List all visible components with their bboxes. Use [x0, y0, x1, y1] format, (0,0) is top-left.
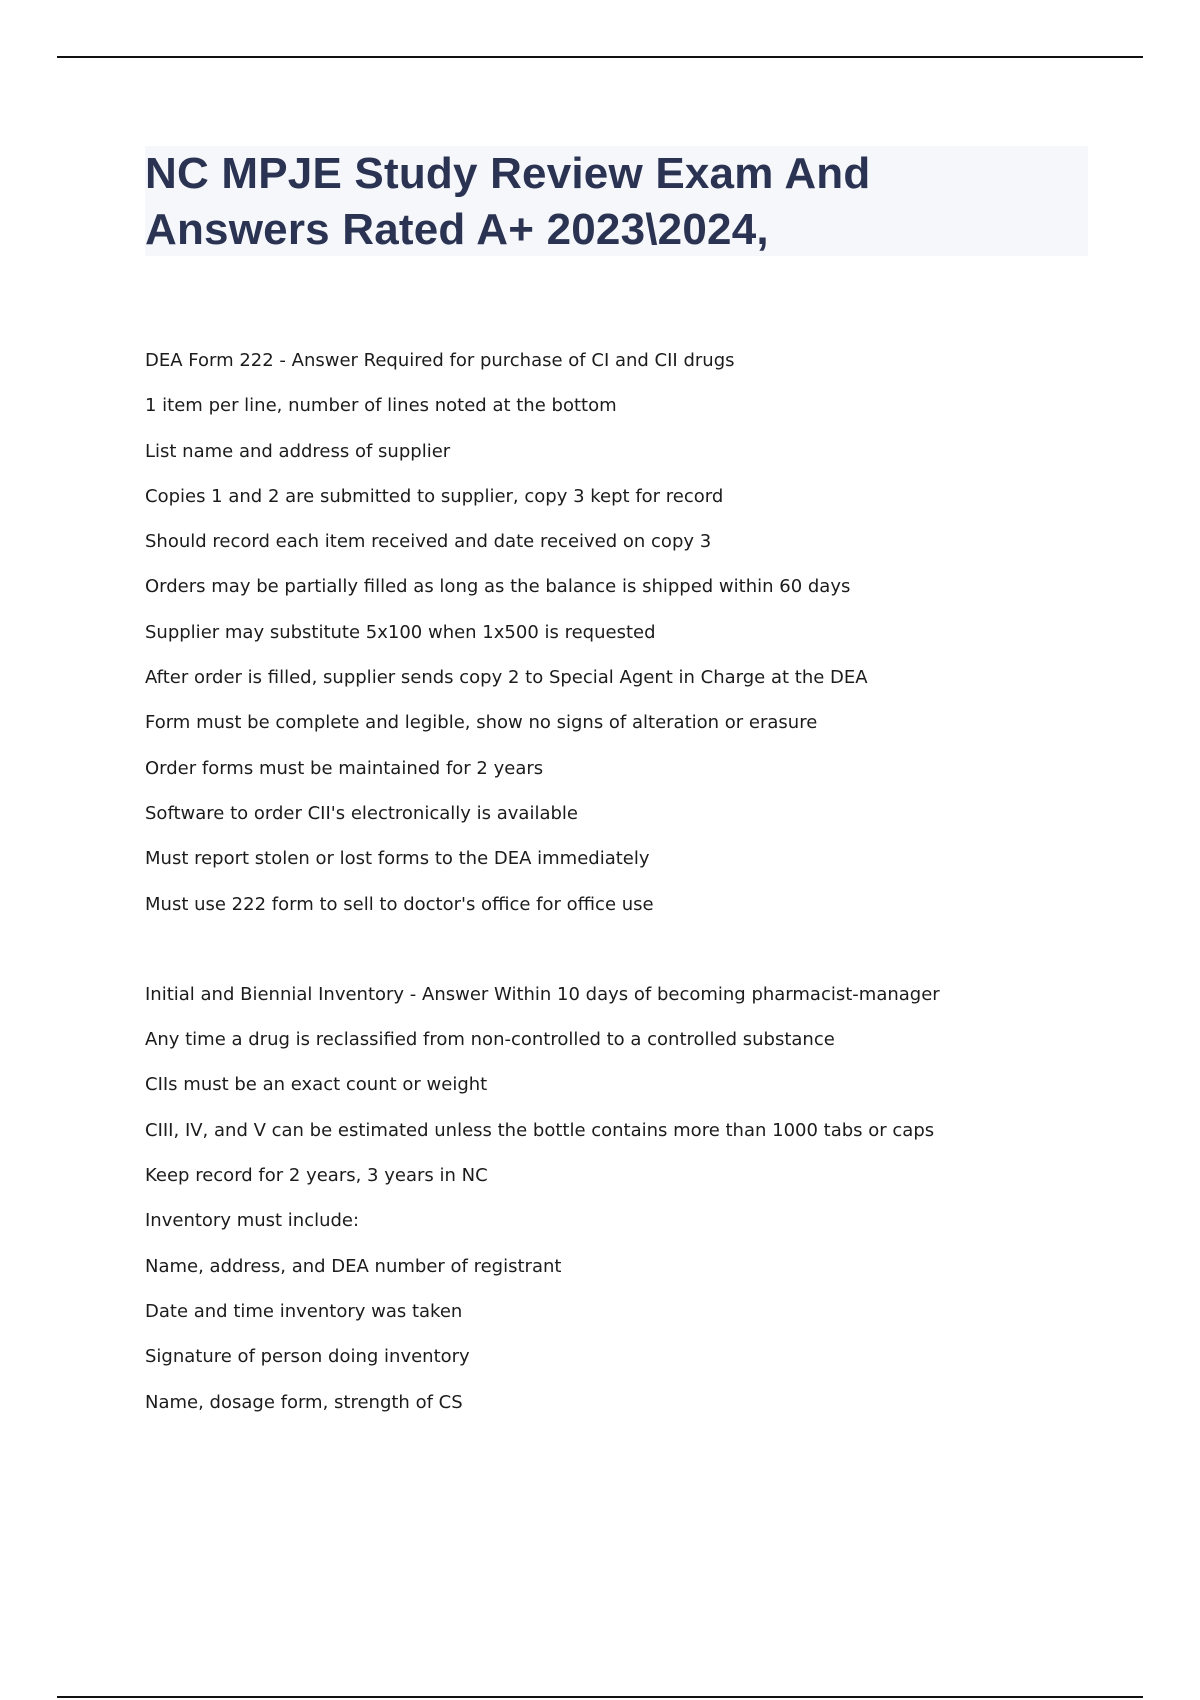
text-line: Form must be complete and legible, show no signs of alteration or erasure: [145, 712, 818, 734]
text-line: Copies 1 and 2 are submitted to supplier, copy 3 kept for record: [145, 485, 724, 507]
text-line: CIII, IV, and V can be estimated unless the bottle contains more than 1000 tabs or caps: [145, 1119, 935, 1141]
text-line: Must use 222 form to sell to doctor's office for office use: [145, 893, 654, 915]
text-line: Must report stolen or lost forms to the DEA immediately: [145, 848, 650, 870]
text-line: Initial and Biennial Inventory - Answer Within 10 days of becoming pharmacist-manager: [145, 983, 940, 1005]
bottom-rule: [57, 1696, 1143, 1698]
title-line-2: Answers Rated A+ 2023\2024,: [145, 205, 769, 254]
text-line: Keep record for 2 years, 3 years in NC: [145, 1165, 488, 1187]
document-title: [145, 146, 1088, 258]
text-line: Name, address, and DEA number of registrant: [145, 1255, 562, 1277]
text-line: Date and time inventory was taken: [145, 1300, 463, 1322]
top-rule: [57, 56, 1143, 58]
text-line: Signature of person doing inventory: [145, 1346, 470, 1368]
text-line: Inventory must include:: [145, 1210, 360, 1232]
text-line: Software to order CII's electronically is available: [145, 802, 578, 824]
text-line: 1 item per line, number of lines noted at the bottom: [145, 395, 617, 417]
section-initial-biennial-inventory: [145, 980, 1105, 1433]
text-line: Should record each item received and date received on copy 3: [145, 531, 712, 553]
document-body: [145, 346, 1105, 1433]
text-line: DEA Form 222 - Answer Required for purchase of CI and CII drugs: [145, 350, 735, 371]
text-line: CIIs must be an exact count or weight: [145, 1074, 488, 1096]
section-dea-form-222: [145, 346, 1105, 935]
section-spacer: [145, 935, 1105, 980]
title-line-1: NC MPJE Study Review Exam And: [145, 149, 871, 198]
text-line: Order forms must be maintained for 2 years: [145, 757, 544, 779]
text-line: List name and address of supplier: [145, 440, 451, 462]
text-line: Any time a drug is reclassified from non-controlled to a controlled substance: [145, 1029, 835, 1051]
text-line: Orders may be partially filled as long as the balance is shipped within 60 days: [145, 576, 851, 598]
text-line: After order is filled, supplier sends copy 2 to Special Agent in Charge at the DEA: [145, 667, 868, 689]
text-line: Supplier may substitute 5x100 when 1x500 is requested: [145, 621, 656, 643]
title-block: [145, 146, 1088, 256]
text-line: Name, dosage form, strength of CS: [145, 1391, 463, 1413]
